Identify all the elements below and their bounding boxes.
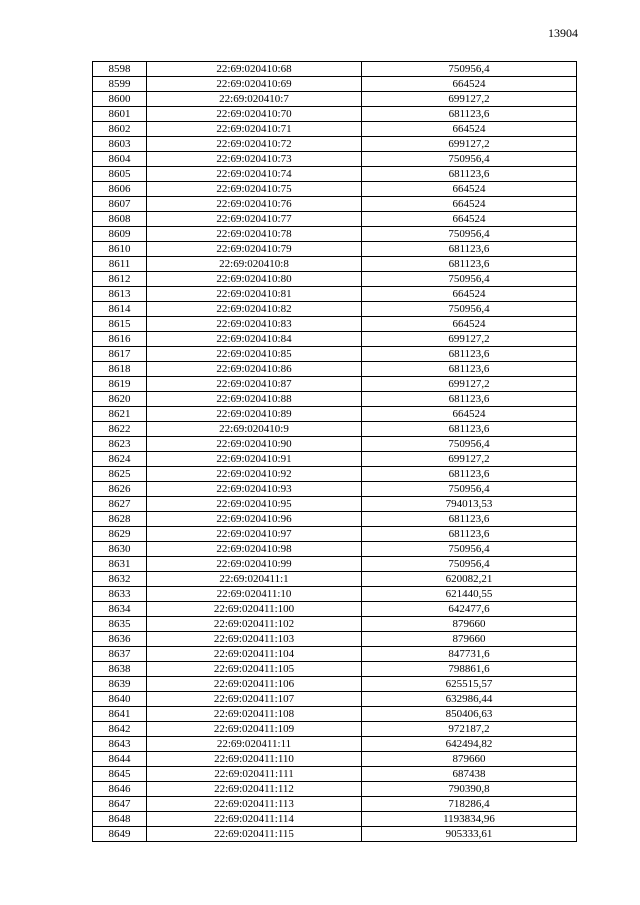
row-number-cell: 8614 <box>93 302 147 317</box>
cadastral-value-cell: 681123,6 <box>362 242 577 257</box>
cadastral-value-cell: 681123,6 <box>362 347 577 362</box>
row-number-cell: 8617 <box>93 347 147 362</box>
row-number-cell: 8634 <box>93 602 147 617</box>
row-number-cell: 8604 <box>93 152 147 167</box>
table-row <box>93 377 577 392</box>
cadastral-value-cell: 750956,4 <box>362 272 577 287</box>
cadastral-number-cell: 22:69:020410:77 <box>147 212 362 227</box>
table-row <box>93 302 577 317</box>
cadastral-number-cell: 22:69:020410:96 <box>147 512 362 527</box>
table-row <box>93 107 577 122</box>
cadastral-number-cell: 22:69:020411:106 <box>147 677 362 692</box>
row-number-cell: 8607 <box>93 197 147 212</box>
cadastral-number-cell: 22:69:020411:11 <box>147 737 362 752</box>
cadastral-number-cell: 22:69:020410:69 <box>147 77 362 92</box>
table-row <box>93 182 577 197</box>
cadastral-number-cell: 22:69:020411:100 <box>147 602 362 617</box>
cadastral-value-cell: 879660 <box>362 752 577 767</box>
row-number-cell: 8631 <box>93 557 147 572</box>
table-row <box>93 497 577 512</box>
cadastral-value-cell: 621440,55 <box>362 587 577 602</box>
table-row <box>93 482 577 497</box>
table-row <box>93 272 577 287</box>
table-row <box>93 422 577 437</box>
table-row <box>93 77 577 92</box>
table-row <box>93 347 577 362</box>
cadastral-value-cell: 750956,4 <box>362 542 577 557</box>
row-number-cell: 8628 <box>93 512 147 527</box>
row-number-cell: 8639 <box>93 677 147 692</box>
cadastral-value-cell: 681123,6 <box>362 107 577 122</box>
table-row <box>93 62 577 77</box>
row-number-cell: 8608 <box>93 212 147 227</box>
table-row <box>93 407 577 422</box>
cadastral-value-cell: 879660 <box>362 617 577 632</box>
row-number-cell: 8618 <box>93 362 147 377</box>
cadastral-number-cell: 22:69:020411:109 <box>147 722 362 737</box>
cadastral-number-cell: 22:69:020411:111 <box>147 767 362 782</box>
cadastral-value-cell: 664524 <box>362 407 577 422</box>
table-row <box>93 227 577 242</box>
table-row <box>93 212 577 227</box>
row-number-cell: 8647 <box>93 797 147 812</box>
cadastral-number-cell: 22:69:020410:83 <box>147 317 362 332</box>
row-number-cell: 8599 <box>93 77 147 92</box>
cadastral-number-cell: 22:69:020410:76 <box>147 197 362 212</box>
table-row <box>93 362 577 377</box>
cadastral-number-cell: 22:69:020410:97 <box>147 527 362 542</box>
table-row <box>93 812 577 827</box>
table-row <box>93 122 577 137</box>
cadastral-value-cell: 620082,21 <box>362 572 577 587</box>
table-row <box>93 722 577 737</box>
cadastral-value-cell: 750956,4 <box>362 152 577 167</box>
cadastral-value-cell: 750956,4 <box>362 557 577 572</box>
row-number-cell: 8644 <box>93 752 147 767</box>
row-number-cell: 8600 <box>93 92 147 107</box>
row-number-cell: 8610 <box>93 242 147 257</box>
row-number-cell: 8625 <box>93 467 147 482</box>
row-number-cell: 8642 <box>93 722 147 737</box>
cadastral-number-cell: 22:69:020411:112 <box>147 782 362 797</box>
cadastral-number-cell: 22:69:020411:114 <box>147 812 362 827</box>
cadastral-number-cell: 22:69:020410:78 <box>147 227 362 242</box>
cadastral-value-cell: 798861,6 <box>362 662 577 677</box>
cadastral-value-cell: 664524 <box>362 197 577 212</box>
table-row <box>93 527 577 542</box>
table-row <box>93 542 577 557</box>
table-row <box>93 692 577 707</box>
table-row <box>93 287 577 302</box>
cadastral-number-cell: 22:69:020410:8 <box>147 257 362 272</box>
row-number-cell: 8646 <box>93 782 147 797</box>
page-number: 13904 <box>548 26 578 40</box>
table-row <box>93 332 577 347</box>
row-number-cell: 8613 <box>93 287 147 302</box>
cadastral-value-cell: 642494,82 <box>362 737 577 752</box>
table-row <box>93 257 577 272</box>
row-number-cell: 8632 <box>93 572 147 587</box>
row-number-cell: 8622 <box>93 422 147 437</box>
row-number-cell: 8629 <box>93 527 147 542</box>
cadastral-number-cell: 22:69:020410:9 <box>147 422 362 437</box>
cadastral-number-cell: 22:69:020410:84 <box>147 332 362 347</box>
table-row <box>93 437 577 452</box>
row-number-cell: 8616 <box>93 332 147 347</box>
cadastral-number-cell: 22:69:020411:10 <box>147 587 362 602</box>
cadastral-number-cell: 22:69:020411:115 <box>147 827 362 842</box>
table-row <box>93 617 577 632</box>
row-number-cell: 8640 <box>93 692 147 707</box>
cadastral-value-cell: 1193834,96 <box>362 812 577 827</box>
table-row <box>93 92 577 107</box>
cadastral-number-cell: 22:69:020411:1 <box>147 572 362 587</box>
cadastral-number-cell: 22:69:020411:103 <box>147 632 362 647</box>
table-row <box>93 602 577 617</box>
cadastral-value-cell: 681123,6 <box>362 167 577 182</box>
cadastral-number-cell: 22:69:020410:79 <box>147 242 362 257</box>
cadastral-number-cell: 22:69:020411:110 <box>147 752 362 767</box>
row-number-cell: 8621 <box>93 407 147 422</box>
row-number-cell: 8648 <box>93 812 147 827</box>
row-number-cell: 8633 <box>93 587 147 602</box>
cadastral-value-cell: 664524 <box>362 287 577 302</box>
row-number-cell: 8609 <box>93 227 147 242</box>
table-row <box>93 137 577 152</box>
cadastral-number-cell: 22:69:020410:80 <box>147 272 362 287</box>
cadastral-number-cell: 22:69:020410:87 <box>147 377 362 392</box>
cadastral-value-cell: 794013,53 <box>362 497 577 512</box>
cadastral-value-table <box>92 61 577 842</box>
table-row <box>93 467 577 482</box>
cadastral-value-cell: 750956,4 <box>362 437 577 452</box>
cadastral-value-cell: 750956,4 <box>362 482 577 497</box>
cadastral-value-cell: 699127,2 <box>362 377 577 392</box>
row-number-cell: 8601 <box>93 107 147 122</box>
cadastral-number-cell: 22:69:020411:105 <box>147 662 362 677</box>
table-row <box>93 647 577 662</box>
table-row <box>93 242 577 257</box>
table-row <box>93 797 577 812</box>
cadastral-number-cell: 22:69:020410:75 <box>147 182 362 197</box>
table-row <box>93 587 577 602</box>
row-number-cell: 8626 <box>93 482 147 497</box>
cadastral-value-cell: 642477,6 <box>362 602 577 617</box>
table-row <box>93 152 577 167</box>
cadastral-number-cell: 22:69:020410:90 <box>147 437 362 452</box>
cadastral-value-cell: 632986,44 <box>362 692 577 707</box>
cadastral-number-cell: 22:69:020410:86 <box>147 362 362 377</box>
row-number-cell: 8602 <box>93 122 147 137</box>
cadastral-number-cell: 22:69:020410:98 <box>147 542 362 557</box>
row-number-cell: 8630 <box>93 542 147 557</box>
cadastral-value-cell: 750956,4 <box>362 62 577 77</box>
table-row <box>93 767 577 782</box>
cadastral-value-cell: 850406,63 <box>362 707 577 722</box>
cadastral-number-cell: 22:69:020410:68 <box>147 62 362 77</box>
row-number-cell: 8619 <box>93 377 147 392</box>
cadastral-number-cell: 22:69:020410:7 <box>147 92 362 107</box>
cadastral-value-cell: 681123,6 <box>362 512 577 527</box>
cadastral-number-cell: 22:69:020410:81 <box>147 287 362 302</box>
cadastral-number-cell: 22:69:020410:71 <box>147 122 362 137</box>
cadastral-value-cell: 718286,4 <box>362 797 577 812</box>
cadastral-value-cell: 750956,4 <box>362 227 577 242</box>
cadastral-number-cell: 22:69:020410:82 <box>147 302 362 317</box>
row-number-cell: 8598 <box>93 62 147 77</box>
row-number-cell: 8611 <box>93 257 147 272</box>
table-row <box>93 557 577 572</box>
cadastral-number-cell: 22:69:020410:91 <box>147 452 362 467</box>
table-row <box>93 632 577 647</box>
table-row <box>93 782 577 797</box>
cadastral-value-cell: 847731,6 <box>362 647 577 662</box>
table-row <box>93 392 577 407</box>
table-row <box>93 197 577 212</box>
row-number-cell: 8624 <box>93 452 147 467</box>
table-row <box>93 677 577 692</box>
cadastral-value-cell: 790390,8 <box>362 782 577 797</box>
cadastral-number-cell: 22:69:020410:74 <box>147 167 362 182</box>
table-row <box>93 317 577 332</box>
cadastral-number-cell: 22:69:020410:88 <box>147 392 362 407</box>
cadastral-number-cell: 22:69:020410:85 <box>147 347 362 362</box>
cadastral-number-cell: 22:69:020411:102 <box>147 617 362 632</box>
cadastral-value-cell: 687438 <box>362 767 577 782</box>
cadastral-value-cell: 681123,6 <box>362 362 577 377</box>
row-number-cell: 8627 <box>93 497 147 512</box>
cadastral-number-cell: 22:69:020410:72 <box>147 137 362 152</box>
cadastral-value-cell: 699127,2 <box>362 92 577 107</box>
row-number-cell: 8606 <box>93 182 147 197</box>
cadastral-value-cell: 681123,6 <box>362 467 577 482</box>
cadastral-value-cell: 879660 <box>362 632 577 647</box>
row-number-cell: 8603 <box>93 137 147 152</box>
row-number-cell: 8635 <box>93 617 147 632</box>
cadastral-number-cell: 22:69:020411:107 <box>147 692 362 707</box>
row-number-cell: 8638 <box>93 662 147 677</box>
cadastral-value-cell: 905333,61 <box>362 827 577 842</box>
cadastral-number-cell: 22:69:020410:70 <box>147 107 362 122</box>
cadastral-value-cell: 681123,6 <box>362 527 577 542</box>
row-number-cell: 8637 <box>93 647 147 662</box>
row-number-cell: 8643 <box>93 737 147 752</box>
cadastral-value-cell: 664524 <box>362 122 577 137</box>
row-number-cell: 8615 <box>93 317 147 332</box>
cadastral-value-cell: 664524 <box>362 182 577 197</box>
cadastral-value-cell: 664524 <box>362 77 577 92</box>
row-number-cell: 8645 <box>93 767 147 782</box>
cadastral-number-cell: 22:69:020410:93 <box>147 482 362 497</box>
table-row <box>93 452 577 467</box>
cadastral-value-cell: 750956,4 <box>362 302 577 317</box>
cadastral-number-cell: 22:69:020410:89 <box>147 407 362 422</box>
cadastral-value-cell: 664524 <box>362 212 577 227</box>
cadastral-number-cell: 22:69:020411:113 <box>147 797 362 812</box>
table-row <box>93 512 577 527</box>
row-number-cell: 8636 <box>93 632 147 647</box>
cadastral-value-cell: 681123,6 <box>362 422 577 437</box>
row-number-cell: 8620 <box>93 392 147 407</box>
cadastral-number-cell: 22:69:020410:73 <box>147 152 362 167</box>
cadastral-value-cell: 681123,6 <box>362 392 577 407</box>
cadastral-value-cell: 972187,2 <box>362 722 577 737</box>
row-number-cell: 8612 <box>93 272 147 287</box>
row-number-cell: 8641 <box>93 707 147 722</box>
cadastral-number-cell: 22:69:020411:108 <box>147 707 362 722</box>
table-row <box>93 572 577 587</box>
cadastral-number-cell: 22:69:020411:104 <box>147 647 362 662</box>
cadastral-number-cell: 22:69:020410:92 <box>147 467 362 482</box>
table-row <box>93 167 577 182</box>
table-row <box>93 662 577 677</box>
cadastral-number-cell: 22:69:020410:99 <box>147 557 362 572</box>
cadastral-value-cell: 681123,6 <box>362 257 577 272</box>
cadastral-number-cell: 22:69:020410:95 <box>147 497 362 512</box>
table-row <box>93 737 577 752</box>
row-number-cell: 8605 <box>93 167 147 182</box>
table-row <box>93 827 577 842</box>
cadastral-value-cell: 699127,2 <box>362 452 577 467</box>
cadastral-value-cell: 664524 <box>362 317 577 332</box>
cadastral-value-cell: 625515,57 <box>362 677 577 692</box>
table-row <box>93 707 577 722</box>
table-body <box>93 62 577 842</box>
row-number-cell: 8623 <box>93 437 147 452</box>
cadastral-value-cell: 699127,2 <box>362 137 577 152</box>
row-number-cell: 8649 <box>93 827 147 842</box>
table-row <box>93 752 577 767</box>
cadastral-value-cell: 699127,2 <box>362 332 577 347</box>
